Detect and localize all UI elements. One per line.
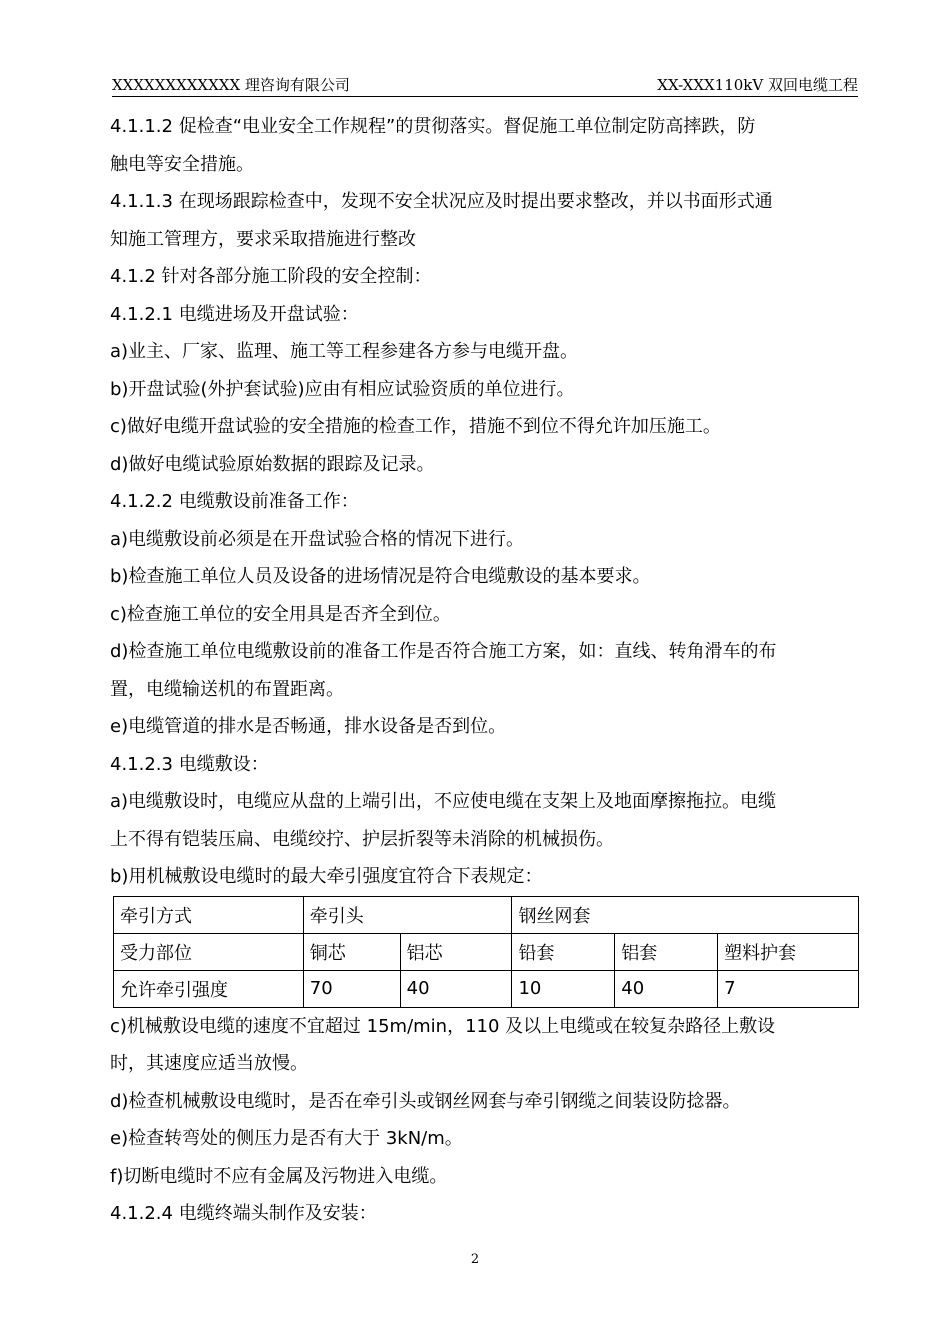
text-line: e)电缆管道的排水是否畅通，排水设备是否到位。 — [110, 716, 507, 737]
text-line: 时，其速度应适当放慢。 — [110, 1053, 308, 1074]
text-line: 触电等安全措施。 — [110, 153, 254, 175]
section-heading: 4.1.2.2 电缆敷设前准备工作： — [110, 491, 359, 512]
text-line: d)检查施工单位电缆敷设前的准备工作是否符合施工方案，如：直线、转角滑车的布 — [110, 641, 777, 662]
page-header — [112, 72, 858, 97]
section-heading: 4.1.2.1 电缆进场及开盘试验： — [110, 303, 359, 325]
section-heading: 4.1.2.4 电缆终端头制作及安装： — [110, 1203, 377, 1224]
table-row — [114, 896, 859, 933]
text-line: c)做好电缆开盘试验的安全措施的检查工作，措施不到位不得允许加压施工。 — [110, 416, 721, 437]
text-line: d)做好电缆试验原始数据的跟踪及记录。 — [110, 453, 435, 475]
text-line: a)业主、厂家、监理、施工等工程参建各方参与电缆开盘。 — [110, 341, 579, 362]
text-line: 4.1.1.2 促检查“电业安全工作规程”的贯彻落实。督促施工单位制定防高摔跌，防 — [110, 116, 756, 137]
table-cell: 70 — [303, 970, 400, 1007]
header-project: XX-XXX110kV 双回电缆工程 — [657, 76, 858, 94]
text-line: 4.1.1.3 在现场跟踪检查中，发现不安全状况应及时提出要求整改，并以书面形式通 — [110, 191, 773, 212]
table-cell: 塑料护套 — [718, 933, 859, 970]
text-line: 置，电缆输送机的布置距离。 — [110, 678, 344, 700]
table-cell: 牵引方式 — [114, 896, 304, 933]
text-line: b)用机械敷设电缆时的最大牵引强度宜符合下表规定： — [110, 866, 543, 887]
header-company: XXXXXXXXXXXX 理咨询有限公司 — [112, 76, 350, 94]
section-heading: 4.1.2.3 电缆敷设： — [110, 753, 269, 775]
table-cell: 铅套 — [512, 933, 615, 970]
table-cell: 铝套 — [615, 933, 718, 970]
text-line: d)检查机械敷设电缆时，是否在牵引头或钢丝网套与牵引钢缆之间装设防捻器。 — [110, 1090, 741, 1112]
text-line: a)电缆敷设时，电缆应从盘的上端引出，不应使电缆在支架上及地面摩擦拖拉。电缆 — [110, 791, 777, 812]
table-row — [114, 933, 859, 970]
table-cell: 铜芯 — [303, 933, 400, 970]
table-cell: 允许牵引强度 — [114, 970, 304, 1007]
text-line: c)机械敷设电缆的速度不宜超过 15m/min，110 及以上电缆或在较复杂路径上敷设 — [110, 1015, 776, 1037]
text-line: 上不得有铠装压扁、电缆绞拧、护层折裂等未消除的机械损伤。 — [110, 828, 614, 850]
section-heading: 4.1.2 针对各部分施工阶段的安全控制： — [110, 266, 432, 287]
table-cell: 10 — [512, 970, 615, 1007]
table-cell: 受力部位 — [114, 933, 304, 970]
text-line: b)开盘试验(外护套试验)应由有相应试验资质的单位进行。 — [110, 378, 575, 400]
text-line: 知施工管理方，要求采取措施进行整改 — [110, 228, 416, 250]
text-line: a)电缆敷设前必须是在开盘试验合格的情况下进行。 — [110, 528, 525, 550]
text-line: f)切断电缆时不应有金属及污物进入电缆。 — [110, 1165, 448, 1187]
page-number: 2 — [470, 1252, 480, 1267]
table-cell: 40 — [615, 970, 718, 1007]
table-cell: 钢丝网套 — [512, 896, 859, 933]
text-line: b)检查施工单位人员及设备的进场情况是符合电缆敷设的基本要求。 — [110, 566, 651, 587]
table-cell: 牵引头 — [303, 896, 512, 933]
document-body — [110, 108, 830, 1233]
table-cell: 40 — [400, 970, 512, 1007]
table-row — [114, 970, 859, 1007]
text-line: e)检查转弯处的侧压力是否有大于 3kN/m。 — [110, 1128, 463, 1149]
traction-strength-table — [113, 896, 859, 1008]
text-line: c)检查施工单位的安全用具是否齐全到位。 — [110, 603, 451, 625]
table-cell: 铝芯 — [400, 933, 512, 970]
table-cell: 7 — [718, 970, 859, 1007]
